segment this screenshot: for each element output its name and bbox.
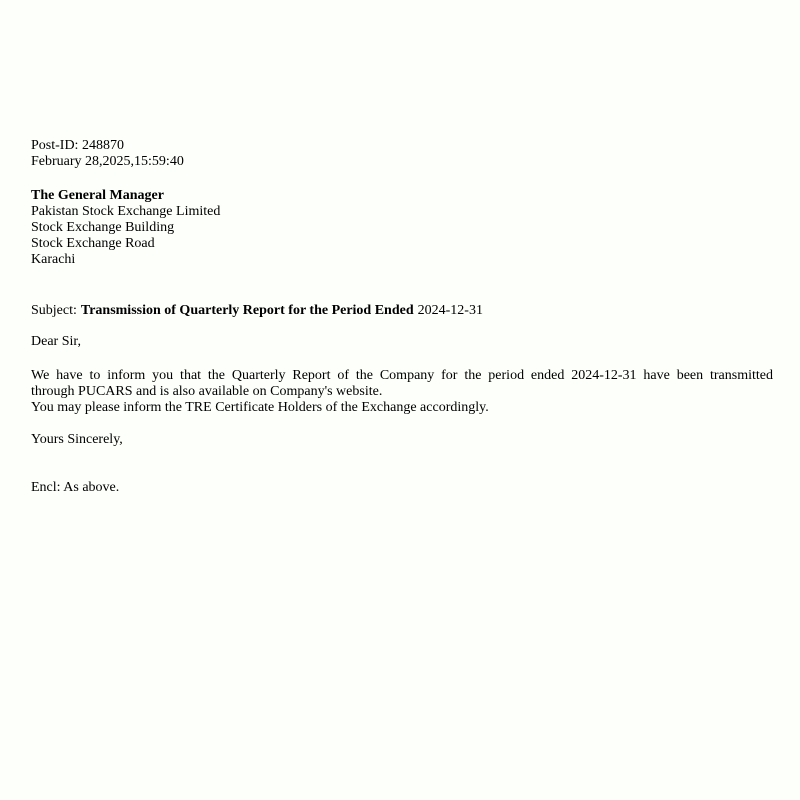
post-meta-block [31,138,773,170]
recipient-name: The General Manager [31,188,164,203]
body-line-3: You may please inform the TRE Certificate Holders of the Exchange accordingly. [31,400,489,415]
recipient-address-line: Pakistan Stock Exchange Limited [31,204,221,219]
body-line-1: We have to inform you that the Quarterly Report of the Company for the period ended 2024-12-31 have been transmitted [31,368,773,383]
subject-label: Subject: [31,303,77,318]
post-id: Post-ID: 248870 [31,138,124,153]
recipient-block [31,188,773,268]
closing: Yours Sincerely, [31,432,123,447]
recipient-address-line: Karachi [31,252,76,267]
salutation: Dear Sir, [31,334,81,349]
enclosure: Encl: As above. [31,480,120,495]
body-line-2: through PUCARS and is also available on Company's website. [31,384,383,399]
subject-line [31,303,773,319]
recipient-address-line: Stock Exchange Road [31,236,155,251]
body-paragraph [31,368,773,416]
post-datetime: February 28,2025,15:59:40 [31,154,184,169]
subject-date: 2024-12-31 [417,303,483,318]
subject-title: Transmission of Quarterly Report for the Period Ended [80,303,414,318]
recipient-address-line: Stock Exchange Building [31,220,175,235]
